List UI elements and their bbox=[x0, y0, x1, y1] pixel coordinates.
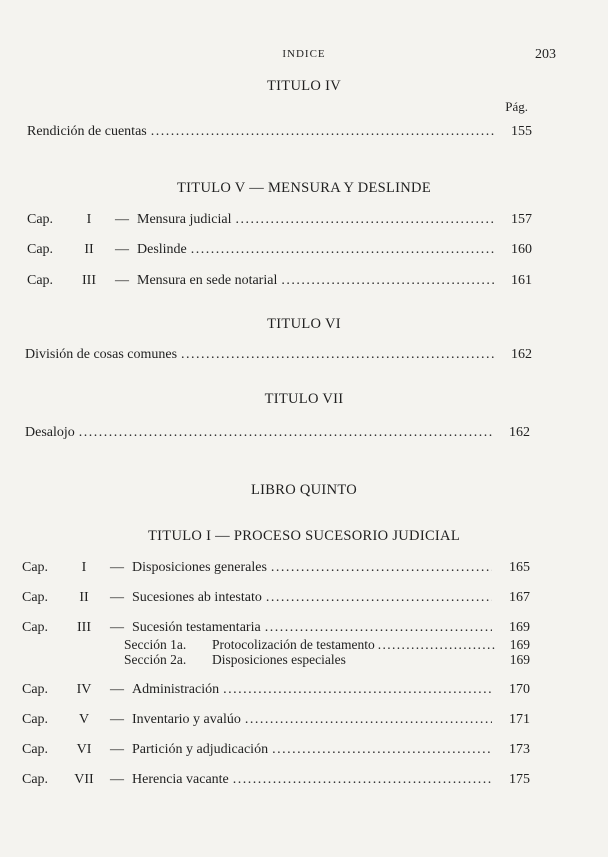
entry-cap-2 bbox=[27, 242, 532, 258]
cap-label: Cap. bbox=[22, 560, 49, 575]
entry-page: 157 bbox=[511, 212, 532, 227]
entry-cap-1 bbox=[27, 212, 532, 228]
cap-number: II bbox=[84, 242, 94, 257]
entry-page: 155 bbox=[511, 124, 532, 139]
entry-division bbox=[25, 347, 532, 363]
section-2a bbox=[124, 652, 530, 668]
entry-cap-1 bbox=[22, 560, 530, 576]
entry-cap-5 bbox=[22, 712, 530, 728]
cap-label: Cap. bbox=[22, 712, 49, 727]
entry-page: 171 bbox=[509, 712, 530, 727]
section-page: 169 bbox=[509, 637, 530, 652]
cap-label: Cap. bbox=[27, 242, 54, 257]
entry-cap-3 bbox=[27, 273, 532, 289]
leader-dots bbox=[378, 637, 497, 653]
heading-titulo-5: TITULO V — MENSURA Y DESLINDE bbox=[177, 180, 431, 196]
dash: — bbox=[110, 742, 124, 757]
leader-dots bbox=[235, 212, 494, 228]
dash: — bbox=[110, 772, 124, 787]
cap-label: Cap. bbox=[22, 742, 49, 757]
entry-cap-7 bbox=[22, 772, 530, 788]
cap-number: I bbox=[86, 212, 92, 227]
entry-page: 160 bbox=[511, 242, 532, 257]
pag-label: Pág. bbox=[505, 99, 528, 114]
heading-titulo-6: TITULO VI bbox=[267, 316, 341, 332]
leader-dots bbox=[191, 242, 494, 258]
leader-dots bbox=[266, 590, 492, 606]
heading-titulo-7: TITULO VII bbox=[264, 391, 344, 407]
cap-label: Cap. bbox=[27, 273, 54, 288]
leader-dots bbox=[79, 425, 492, 441]
entry-label: Mensura en sede notarial bbox=[137, 273, 278, 288]
running-title: INDICE bbox=[282, 48, 326, 60]
section-title: Disposiciones especiales bbox=[212, 652, 346, 667]
entry-label: Administración bbox=[132, 682, 220, 697]
entry-page: 162 bbox=[509, 425, 530, 440]
entry-label: Sucesiones ab intestato bbox=[132, 590, 262, 605]
entry-label: Deslinde bbox=[137, 242, 187, 257]
cap-number: I bbox=[81, 560, 87, 575]
entry-label: Desalojo bbox=[25, 425, 75, 440]
leader-dots bbox=[181, 347, 494, 363]
cap-number: IV bbox=[76, 682, 92, 697]
section-label: Sección 1a. bbox=[124, 637, 187, 652]
entry-desalojo bbox=[25, 425, 530, 441]
entry-label: Sucesión testamentaria bbox=[132, 620, 261, 635]
entry-label: Partición y adjudicación bbox=[132, 742, 269, 757]
page-number: 203 bbox=[535, 47, 556, 62]
entry-cap-2 bbox=[22, 590, 530, 606]
cap-number: II bbox=[79, 590, 89, 605]
cap-number: V bbox=[78, 712, 90, 727]
cap-number: VII bbox=[74, 772, 94, 787]
entry-cap-6 bbox=[22, 742, 530, 758]
dash: — bbox=[110, 620, 124, 635]
cap-label: Cap. bbox=[22, 620, 49, 635]
entry-rendicion bbox=[27, 124, 532, 140]
entry-page: 173 bbox=[509, 742, 530, 757]
cap-number: III bbox=[77, 620, 91, 635]
leader-dots bbox=[223, 682, 492, 698]
cap-label: Cap. bbox=[22, 682, 49, 697]
entry-label: Inventario y avalúo bbox=[132, 712, 241, 727]
entry-cap-4 bbox=[22, 682, 530, 698]
cap-label: Cap. bbox=[22, 772, 49, 787]
entry-label: Disposiciones generales bbox=[132, 560, 267, 575]
entry-page: 161 bbox=[511, 273, 532, 288]
leader-dots bbox=[272, 742, 492, 758]
dash: — bbox=[115, 212, 129, 227]
leader-dots bbox=[151, 124, 494, 140]
leader-dots bbox=[271, 560, 492, 576]
section-1a bbox=[124, 637, 530, 653]
heading-titulo-4: TITULO IV bbox=[267, 78, 341, 94]
leader-dots bbox=[233, 772, 492, 788]
entry-label: División de cosas comunes bbox=[25, 347, 178, 362]
section-page: 169 bbox=[509, 652, 530, 667]
dash: — bbox=[115, 273, 129, 288]
entry-cap-3 bbox=[22, 620, 530, 636]
dash: — bbox=[110, 682, 124, 697]
entry-page: 170 bbox=[509, 682, 530, 697]
section-label: Sección 2a. bbox=[124, 652, 187, 667]
dash: — bbox=[110, 590, 124, 605]
entry-page: 165 bbox=[509, 560, 530, 575]
cap-number: III bbox=[82, 273, 96, 288]
cap-label: Cap. bbox=[22, 590, 49, 605]
dash: — bbox=[110, 712, 124, 727]
leader-dots bbox=[265, 620, 492, 636]
entry-page: 162 bbox=[511, 347, 532, 362]
entry-label: Rendición de cuentas bbox=[27, 124, 147, 139]
running-head bbox=[0, 46, 608, 66]
entry-page: 175 bbox=[509, 772, 530, 787]
dash: — bbox=[115, 242, 129, 257]
heading-libro-quinto: LIBRO QUINTO bbox=[250, 482, 358, 498]
section-title: Protocolización de testamento bbox=[212, 637, 375, 652]
heading-titulo-1: TITULO I — PROCESO SUCESORIO JUDICIAL bbox=[148, 528, 460, 544]
cap-label: Cap. bbox=[27, 212, 54, 227]
entry-label: Herencia vacante bbox=[132, 772, 229, 787]
leader-dots bbox=[245, 712, 492, 728]
leader-dots bbox=[281, 273, 494, 289]
entry-page: 167 bbox=[509, 590, 530, 605]
cap-number: VI bbox=[76, 742, 92, 757]
entry-label: Mensura judicial bbox=[137, 212, 232, 227]
dash: — bbox=[110, 560, 124, 575]
entry-page: 169 bbox=[509, 620, 530, 635]
